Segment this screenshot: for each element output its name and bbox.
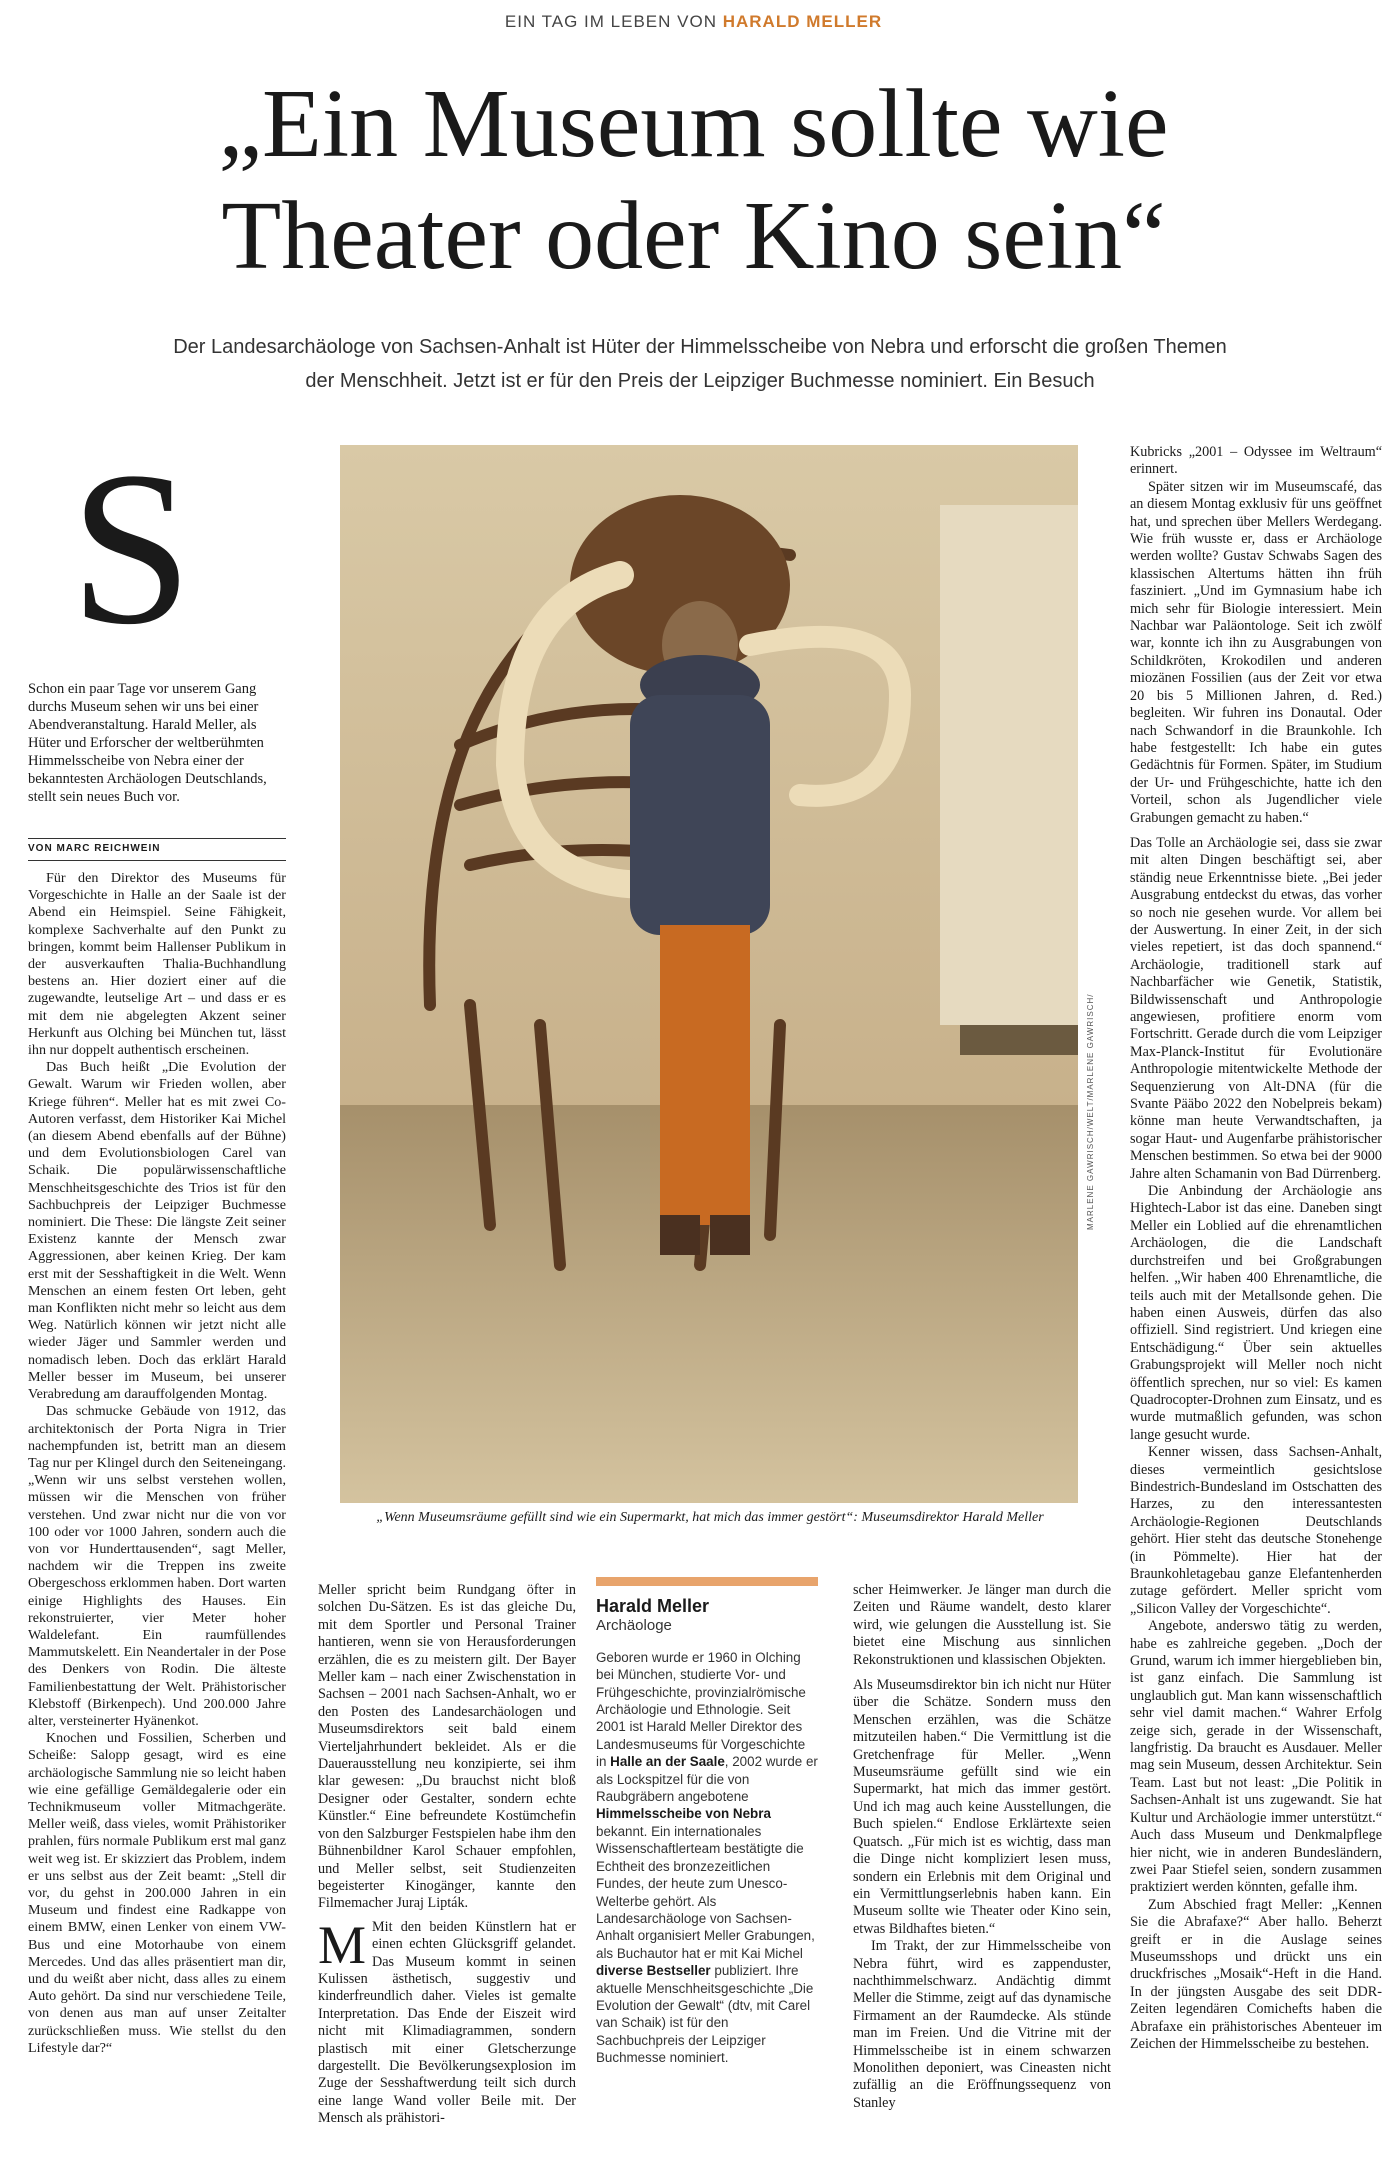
col4-paragraph: Das Tolle an Archäologie sei, dass sie zwar mit alten Dingen beschäftigt sei, aber ständig neue Erkenntnisse biete. „Bei jeder Ausgrabung entdeckst du etwas, das vorher so noch nie gesehen wurde. Vor allem bei der Auswertung. In einer Zeit, in der sich vieles repetiert, ist das doch spannend.“ Archäologie, traditionell stark auf Nachbarfächer wie Genetik, Statistik, Bildwissenschaft und Anthropologie angewiesen, profitiere enorm vom Fortschritt. Gerade durch die vom Leipziger Max-Planck-Institut für Evolutionäre Anthropologie mitentwickelte Methode der Sequenzierung von Alt-DNA (für die Svante Pääbo 2022 den Nobelpreis bekam) könne man heute Verwandtschaften, ja sogar Haut- und Augenfarbe prähistorischer Menschen bestimmen. So etwa bei der 9000 Jahre alten Schamanin von Bad Dürrenberg. — [1130, 834, 1382, 1182]
headline — [0, 68, 1387, 292]
drop-cap-m: M — [318, 1914, 367, 1975]
standfirst: Der Landesarchäologe von Sachsen-Anhalt ist Hüter der Himmelsscheibe von Nebra und erforscht die großen Themen der Menschheit. Jetzt ist er für den Preis der Leipziger Buchmesse nominiert. Ein Besuch — [173, 336, 1227, 392]
headline-line2: Theater oder Kino sein“ — [221, 182, 1166, 290]
byline-rule-bottom — [28, 860, 286, 861]
col1-paragraph: Das Buch heißt „Die Evolution der Gewalt. Warum wir Frieden wollen, aber Kriege führen“. Meller hat es mit zwei Co-Autoren verfasst, dem Historiker Kai Michel (an diesem Abend ebenfalls auf der Bühne) und dem Evolutionsbiologen Carel van Schaik. Die populärwissenschaftliche Menschheitsgeschichte des Trios ist für den Sachbuchpreis der Leipziger Buchmesse nominiert. Die These: Die längste Zeit seiner Existenz kannte der Mensch zwar Aggressionen, aber keinen Krieg. Der kam erst mit der Sesshaftigkeit in die Welt. Wenn Menschen an einem festen Ort leben, geht man Konflikten nicht mehr so leicht aus dem Weg. Natürlich können wir jetzt nicht alle wieder Jäger und Sammler werden und nomadisch leben. Doch das erklärt Harald Meller besser im Museum, bei unserer Verabredung am darauffolgenden Montag. — [28, 1059, 286, 1403]
byline: VON MARC REICHWEIN — [28, 843, 161, 854]
infobox — [596, 1578, 818, 2067]
intro-paragraph: Schon ein paar Tage vor unserem Gang durchs Museum sehen wir uns bei einer Abendveranstaltung. Harald Meller, als Hüter und Erforscher der weltberühmten Himmelsscheibe von Nebra einer der bekanntesten Archäologen Deutschlands, stellt sein neues Buch vor. — [28, 681, 267, 805]
col3-paragraph: scher Heimwerker. Je länger man durch die Zeiten und Räume wandelt, desto klarer wird, wie gelungen die Ausstellung ist. Sie bietet eine Mischung aus sinnlichen Rekonstruktionen und klassischen Objekten. — [853, 1582, 1111, 1668]
col1-paragraph: Das schmucke Gebäude von 1912, das architektonisch der Porta Nigra in Trier nachempfunden ist, betritt man an diesem Tag nur per Klingel durch den Seiteneingang. „Wenn wir uns selbst verstehen wollen, müssen wir die Menschen von früher verstehen. Und zwar nicht nur die von vor 100 oder vor 1000 Jahren, sondern auch die von vor Hunderttausenden“, sagt Meller, nachdem wir die Treppen ins zweite Obergeschoss erklommen haben. Dort warten einige Highlights des Hauses. Ein rekonstruierter, vier Meter hoher Waldelefant. Ein raumfüllendes Mammutskelett. Ein Neandertaler in der Pose des Denkers von Rodin. Die älteste Familienbestattung der Welt. Prähistorischer Klebstoff (Birkenpech). Und 200.000 Jahre alter, versteinerter Hyänenkot. — [28, 1403, 286, 1729]
col2-paragraph-text: Mit den beiden Künstlern hat er einen echten Glücksgriff gelandet. Das Museum kommt in seinen Kulissen ästhetisch, suggestiv und kinderfreundlich daher. Vieles ist gemalte Interpretation. Das Ende der Eiszeit wird nicht mit Klimadiagrammen, sondern plastisch mit einer Gletscherzunge dargestellt. Die Bevölkerungsexplosion im Zuge der Sesshaftwerdung teilt sich durch eine lange Wand voller Beile mit. Der Mensch als prähistori- — [318, 1918, 576, 2127]
mammoth-skeleton-photo — [340, 445, 1078, 1503]
infobox-text-part: Geboren wurde er 1960 in Olching bei München, studierte Vor- und Frühgeschichte, provinzialrömische Archäologie und Ethnologie. Seit 2001 ist Harald Meller Direktor des Landesmuseums für Vorgeschichte in — [596, 1649, 806, 1770]
col4-paragraph: Später sitzen wir im Museumscafé, das an diesem Montag exklusiv für uns geöffnet hat, und sprechen über Mellers Werdegang. Wie früh wusste er, dass er Archäologe werden wollte? Gustav Schwabs Sagen des klassischen Altertums hätten ihn früh fasziniert. „Und im Gymnasium habe ich mich sehr für Biologie interessiert. Mein Nachbar war Paläontologe. Seit ich zwölf war, konnte ich ihn zu Ausgrabungen von Schildkröten, Krokodilen und anderen miozänen Fossilien (aus der Zeit vor etwa 20 bis 5 Millionen Jahren, d. Red.) begleiten. Wir fuhren ins Donautal. Oder nach Schwandorf in die Braunkohle. Ich habe festgestellt: Ich habe ein gutes Gedächtnis für Formen. Später, im Studium der Ur- und Frühgeschichte, hatte ich den Vorteil, schon als Jugendlicher viele Grabungen gemacht zu haben.“ — [1130, 478, 1382, 826]
col3-paragraph-dropcap — [853, 1677, 1111, 1938]
kicker — [0, 12, 1387, 32]
infobox-role: Archäologe — [596, 1617, 672, 1635]
column-3 — [853, 1582, 1111, 2112]
infobox-bold: Himmelsscheibe von Nebra — [596, 1806, 771, 1822]
column-1 — [28, 870, 286, 2057]
col4-paragraph: Kubricks „2001 – Odyssee im Weltraum“ erinnert. — [1130, 444, 1382, 478]
kicker-name: HARALD MELLER — [722, 12, 883, 31]
column-2 — [318, 1582, 576, 2128]
col4-paragraph: Angebote, anderswo tätig zu werden, habe es zahlreiche gegeben. „Doch der Grund, warum ich immer hiergeblieben bin, ist ganz einfach. Die Sammlung ist unglaublich gut. Man kann wissenschaftlich sehr viel damit machen.“ Wahrer Erfolg zeige sich, gerade in der Wissenschaft, langfristig. Da braucht es Ausdauer. Meller mag sein Museum, dessen Architektur. Sein Team. Last but not least: „Die Politik in Sachsen-Anhalt ist uns zugewandt. Sie hat Kultur und Archäologie immer unterstützt.“ Auch dass Museum und Denkmalpflege hier nicht, wie in anderen Bundesländern, zwei Paar Stiefel seien, sondern zusammen praktiziert werden könnten, gefalle ihm. — [1130, 1618, 1382, 1896]
byline-rule — [28, 838, 286, 839]
col1-paragraph: Knochen und Fossilien, Scherben und Scheiße: Salopp gesagt, wird es eine archäologische Sammlung nie so leicht haben wie eine gefällige Gemäldegalerie oder ein Technikmuseum voller Mitmachgeräte. Meller weiß, dass vieles, womit Prähistoriker prahlen, fürs normale Publikum erst mal ganz weit weg ist. Er skizziert das Problem, indem er uns selbst aus der Zeit beamt: „Stell dir vor, du gehst in 200.000 Jahren in ein Museum und findest eine Radkappe von einem BMW, einen Lenker von einem VW-Bus und eine Motorhaube von einem Mercedes. Und das alles präsentiert man dir, und du weißt aber nicht, dass alles zu einem Auto gehört. Da sind nur verschiedene Teile, von denen aus man auf unser Zeitalter zurückschließen muss. Wie stellst du den Lifestyle dar?“ — [28, 1730, 286, 2056]
col2-paragraph: Meller spricht beim Rundgang öfter in solchen Du-Sätzen. Es ist das gleiche Du, mit dem Sportler und Personal Trainer hantieren, wenn sie von Herausforderungen erzählen, die es zu meistern gilt. Der Bayer Meller kam – nach einer Zwischenstation in Sachsen – 2001 nach Sachsen-Anhalt, wo er den Posten des Landesarchäologen und Museumsdirektors seit bald einem Vierteljahrhundert bekleidet. Als er die Dauerausstellung neu konzipierte, sei ihm klar gewesen: „Du brauchst nicht bloß Designer oder Gestalter, sondern echte Künstler.“ Eine befreundete Kostümchefin von den Salzburger Festspielen habe ihm den Bühnenbildner Karol Schauer empfohlen, und Meller selbst, seit Studienzeiten begeisterter Kinogänger, kannte den Filmemacher Juraj Lipták. — [318, 1582, 576, 1912]
infobox-bold: Halle an der Saale — [610, 1754, 725, 1770]
col3-paragraph: Im Trakt, der zur Himmelsscheibe von Nebra führt, wird es zappenduster, nachthimmelschwarz. Andächtig dimmt Meller die Stimme, zeigt auf das dynamische Firmament an der Raumdecke. Als stünde man im Freien. Und die Vitrine mit der Himmelsscheibe ist in einem schwarzen Monolithen deponiert, was Cineasten nicht zufällig an die Eröffnungssequenz von Stanley — [853, 1938, 1111, 2111]
photo-credit: MARLENE GAWRISCH/WELT/MARLENE GAWRISCH/ — [1086, 993, 1095, 1230]
infobox-text — [596, 1649, 818, 2067]
drop-cap-s: S — [70, 426, 193, 670]
col2-paragraph-dropcap — [318, 1914, 576, 2128]
col4-paragraph: Kenner wissen, dass Sachsen-Anhalt, dieses vermeintlich gesichtslose Bindestrich-Bundesland im Ostschatten des Harzes, zu den interessantesten Archäologie-Regionen Deutschlands gehört. Hier steht das deutsche Stonehenge (in Pömmelte). Hier hat der Braunkohletagebau ganze Elefantenherden zutage gefördert. Meller spricht vom „Silicon Valley der Vorgeschichte“. — [1130, 1444, 1382, 1617]
headline-line1: „Ein Museum sollte wie — [218, 70, 1169, 178]
kicker-prefix: EIN TAG IM LEBEN VON — [504, 12, 717, 31]
photo-caption: „Wenn Museumsräume gefüllt sind wie ein Supermarkt, hat mich das immer gestört“: Museumsdirektor Harald Meller — [376, 1510, 1044, 1525]
col3-paragraph-text: Als Museumsdirektor bin ich nicht nur Hüter über die Schätze. Sondern muss den Menschen erzählen, was die Schätze mitzuteilen haben.“ Die Vermittlung ist die Gretchenfrage für Meller. „Wenn Museumsräume gefüllt sind wie ein Supermarkt, hat mich das immer gestört. Und ich mag auch keine Ausstellungen, die Buch spielen.“ Endlose Erklärtexte seien Quatsch. „Für mich ist es wichtig, dass man die Dinge nicht kompliziert lesen muss, sondern ein Erlebnis mit dem Original und ein Vermittlungserlebnis haben kann. Ein Museum sollte wie Theater oder Kino sein, etwas Bildhaftes bieten.“ — [853, 1677, 1111, 1937]
infobox-text-part: , 2002 wurde er als Lockspitzel für die von Raubgräbern angebotene — [596, 1754, 818, 1805]
infobox-text-part: publiziert. Ihre aktuelle Menschheitsgeschichte „Die Evolution der Gewalt“ (dtv, mit Carel van Schaik) ist für den Sachbuchpreis der Leipziger Buchmesse nominiert. — [596, 1963, 814, 2066]
infobox-text-part: bekannt. Ein internationales Wissenschaftlerteam bestätigte die Echtheit des bronzezeitlichen Fundes, der heute zum Unesco-Welterbe gehört. Als Landesarchäologe von Sachsen-Anhalt organisiert Meller Grabungen, als Buchautor hat er mit Kai Michel — [596, 1823, 815, 1961]
col4-paragraph: Zum Abschied fragt Meller: „Kennen Sie die Abrafaxe?“ Aber hallo. Beherzt greift er in die Auslage seines Museumsshops und drückt uns ein druckfrisches „Mosaik“-Heft in die Hand. In der jüngsten Ausgabe des seit DDR-Zeiten legendären Comichefts haben die Abrafaxe ein prähistorisches Abenteuer im Zeichen der Himmelsscheibe zu bestehen. — [1130, 1896, 1382, 2052]
infobox-bold: diverse Bestseller — [596, 1963, 711, 1979]
col4-paragraph: Die Anbindung der Archäologie ans Hightech-Labor ist das eine. Daneben singt Meller ein Loblied auf die ehrenamtlichen Archäologen, die die Landschaft durchstreifen und bei Großgrabungen helfen. „Wir haben 400 Ehrenamtliche, die teils auch mit der Metallsonde gehen. Die haben einen Ausweis, dürfen das also offiziell. Sind registriert. Und kriegen eine Entschädigung.“ Über sein aktuelles Grabungsprojekt will Meller noch nicht öffentlich sprechen, nur so viel: Es kamen Quadrocopter-Drohnen zum Einsatz, und es wurde mutmaßlich gefunden, was schon lange gesucht wurde. — [1130, 1183, 1382, 1443]
column-4 — [1130, 444, 1382, 2053]
lead-photo — [340, 445, 1078, 1503]
col1-paragraph: Für den Direktor des Museums für Vorgeschichte in Halle an der Saale ist der Abend ein Heimspiel. Seine Fähigkeit, komplexe Sachverhalte auf den Punkt zu bringen, kommt beim Hallenser Publikum in der ausverkauften Thalia-Buchhandlung bestens an. Hier doziert einer auf die zugewandte, leutselige Art – und dass er es mit dem nie abgelegten Akzent seiner Herkunft aus Olching bei München tut, lässt ihn nur doppelt authentisch erscheinen. — [28, 870, 286, 1059]
infobox-name: Harald Meller — [596, 1596, 710, 1616]
